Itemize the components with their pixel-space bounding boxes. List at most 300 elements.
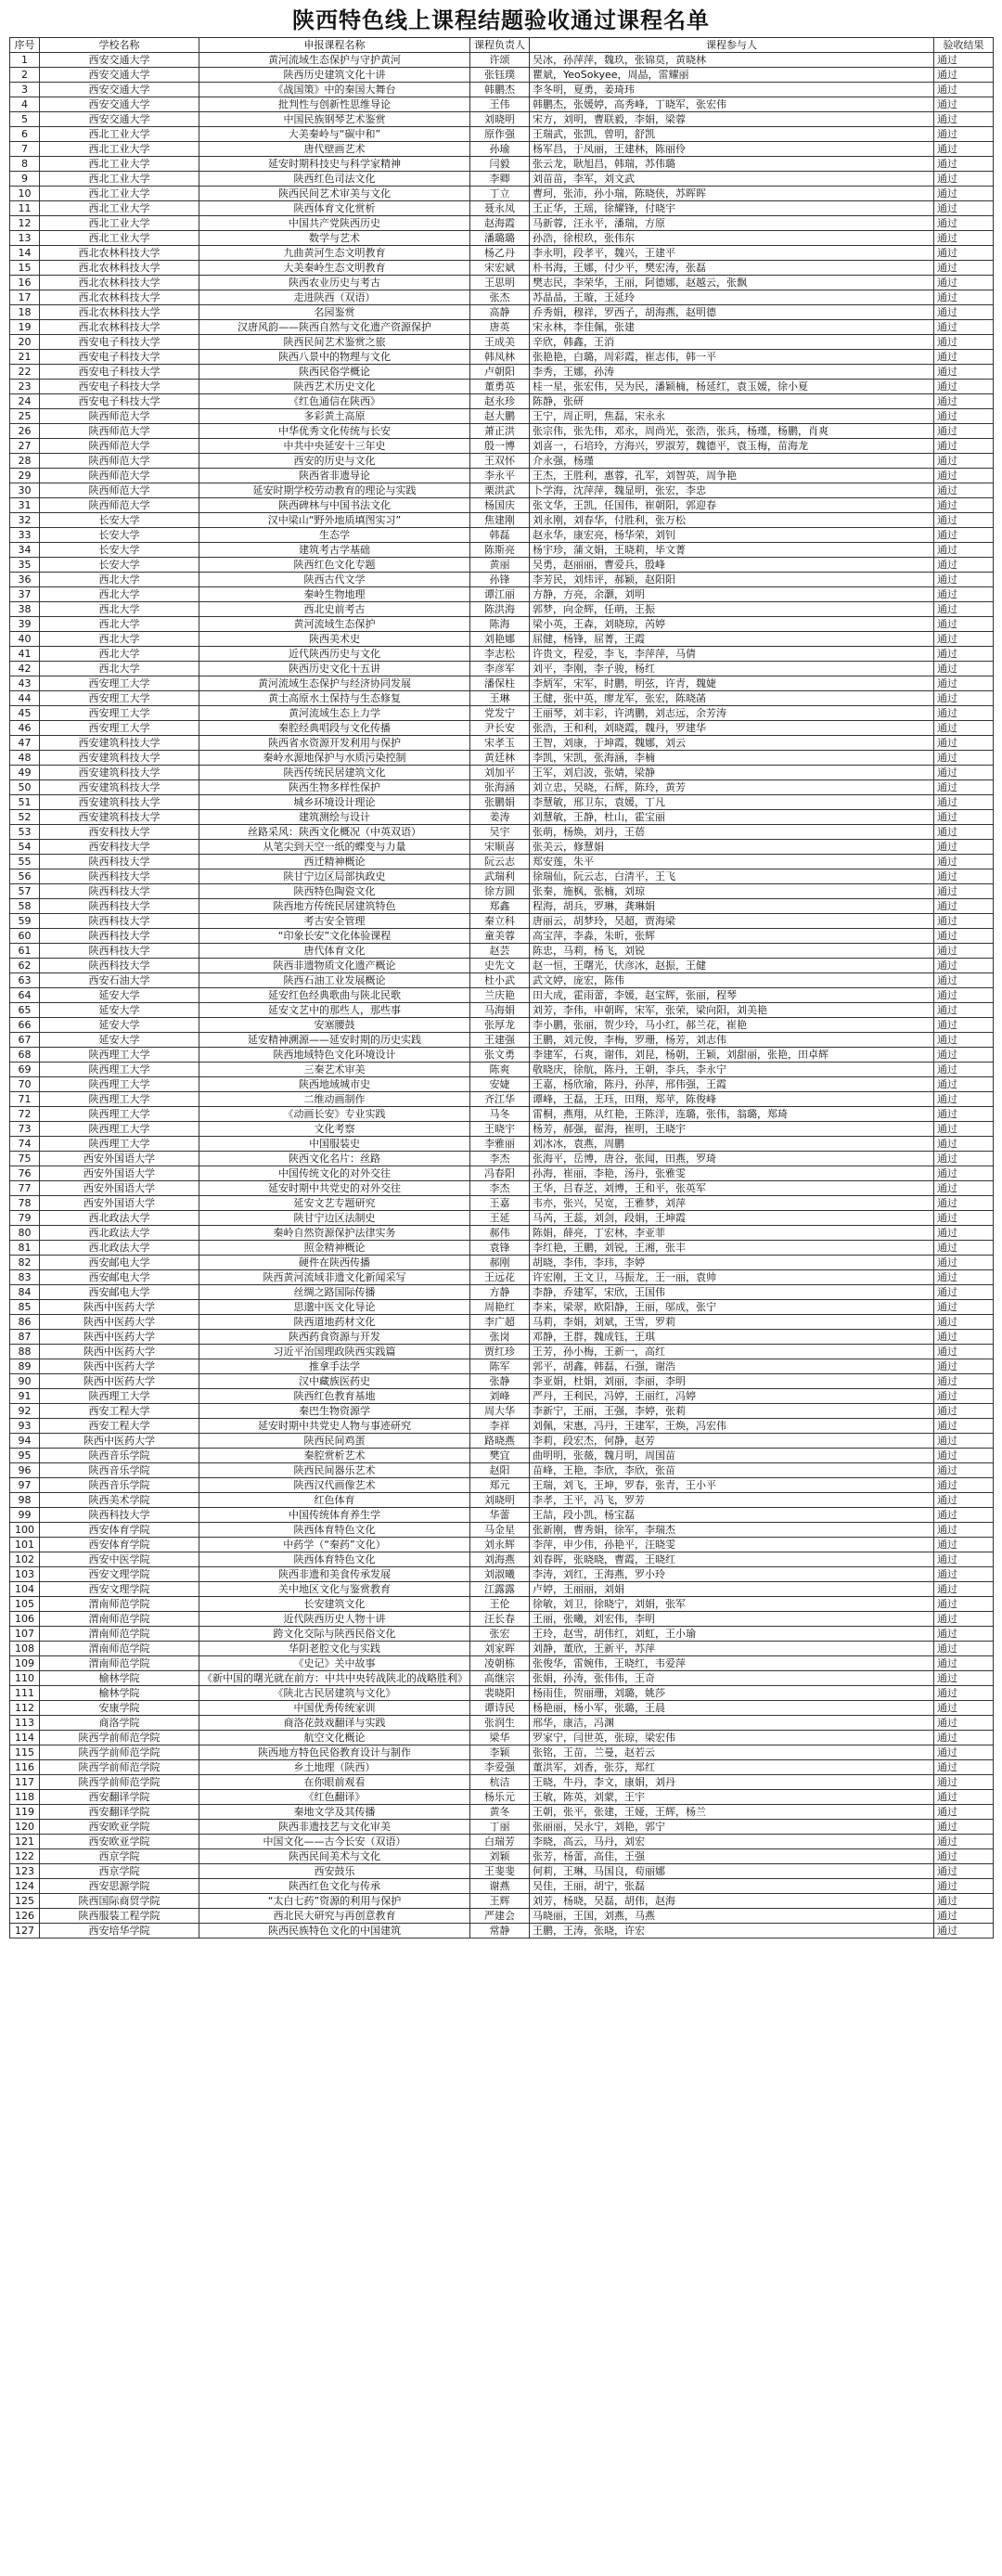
course-lead: 赵阳 (470, 1463, 530, 1478)
table-body (10, 53, 994, 1938)
row-index: 1 (10, 53, 40, 68)
row-index: 43 (10, 676, 40, 691)
course-members: 田大成，霍雨蕾，李媛，赵宝辉，张丽，程琴 (530, 988, 934, 1003)
review-result: 通过 (934, 1003, 994, 1018)
course-name: 考古安全管理 (199, 914, 470, 929)
school-name: 西北政法大学 (40, 1226, 199, 1241)
course-members: 王宁，周正明，焦磊，宋永永 (530, 409, 934, 424)
table-row (10, 1538, 994, 1552)
course-name: 黄河流域生态保护与经济协同发展 (199, 676, 470, 691)
course-members: 许宏刚，王文卫，马振龙，王一丽，袁帅 (530, 1270, 934, 1285)
school-name: 渭南师范学院 (40, 1597, 199, 1612)
review-result: 通过 (934, 1864, 994, 1879)
course-members: 李红艳，王鹏，刘锐，王湘，张丰 (530, 1241, 934, 1256)
row-index: 23 (10, 380, 40, 394)
table-row (10, 795, 994, 810)
row-index: 112 (10, 1701, 40, 1716)
row-index: 100 (10, 1523, 40, 1538)
course-members: 李芳民，刘炜评，郝颖，赵阳阳 (530, 573, 934, 587)
course-lead: 史先文 (470, 959, 530, 973)
table-row (10, 365, 994, 380)
header-status: 验收结果 (934, 38, 994, 53)
course-members: 杨雨佳，贺丽珊，刘璐，姚莎 (530, 1686, 934, 1701)
course-name: 《红色通信在陕西》 (199, 394, 470, 409)
course-lead: 江露露 (470, 1582, 530, 1597)
course-name: 陕西文化名片：丝路 (199, 1152, 470, 1166)
review-result: 通过 (934, 899, 994, 914)
course-lead: 陈爽 (470, 1063, 530, 1077)
review-result: 通过 (934, 929, 994, 944)
school-name: 陕西学前师范学院 (40, 1745, 199, 1760)
course-members: 韩鹏杰，张媛婷，高秀峰，丁晓军，张宏伟 (530, 97, 934, 112)
course-lead: 张文勇 (470, 1048, 530, 1063)
course-lead: 焦建刚 (470, 513, 530, 528)
school-name: 陕西师范大学 (40, 424, 199, 439)
row-index: 2 (10, 68, 40, 83)
course-members: 刘平，李刚，李子骏，杨红 (530, 662, 934, 676)
table-row (10, 1582, 994, 1597)
table-row (10, 335, 994, 350)
course-members: 何莉，王琳，马国良，苟丽娜 (530, 1864, 934, 1879)
course-members: 张浩，王和利，刘晓霞，魏丹，罗建华 (530, 721, 934, 736)
table-row (10, 1686, 994, 1701)
review-result: 通过 (934, 1879, 994, 1894)
review-result: 通过 (934, 780, 994, 795)
course-members: 李秀，王娜，孙涛 (530, 365, 934, 380)
review-result: 通过 (934, 573, 994, 587)
review-result: 通过 (934, 53, 994, 68)
review-result: 通过 (934, 751, 994, 766)
course-members: 王智，刘康，于坤霞，魏娜，刘云 (530, 736, 934, 751)
table-row (10, 439, 994, 454)
table-row (10, 617, 994, 632)
course-lead: 潘保柱 (470, 676, 530, 691)
row-index: 7 (10, 142, 40, 157)
table-row (10, 899, 994, 914)
course-members: 徐瑞仙，阮云志，白清平，王飞 (530, 869, 934, 884)
course-name: 陕西黄河流域非遗文化新闻采写 (199, 1270, 470, 1285)
course-name: 西北史前考古 (199, 602, 470, 617)
school-name: 陕西中医药大学 (40, 1345, 199, 1359)
course-name: 陕西红色文化专题 (199, 558, 470, 573)
table-row (10, 736, 994, 751)
course-lead: 童美蓉 (470, 929, 530, 944)
row-index: 88 (10, 1345, 40, 1359)
review-result: 通过 (934, 1374, 994, 1389)
school-name: 西北大学 (40, 617, 199, 632)
course-lead: 党发宁 (470, 706, 530, 721)
table-row (10, 662, 994, 676)
course-members: 刘芳，杨晓，吴磊，胡伟，赵海 (530, 1894, 934, 1909)
course-name: 二维动画制作 (199, 1092, 470, 1107)
school-name: 陕西师范大学 (40, 498, 199, 513)
review-result: 通过 (934, 1567, 994, 1582)
review-result: 通过 (934, 617, 994, 632)
school-name: 西安交通大学 (40, 112, 199, 127)
course-name: 乡土地理（陕西） (199, 1760, 470, 1775)
school-name: 长安大学 (40, 513, 199, 528)
course-name: 陕西民间艺术鉴赏之旅 (199, 335, 470, 350)
course-lead: 周艳红 (470, 1300, 530, 1315)
review-result: 通过 (934, 1285, 994, 1300)
table-row (10, 825, 994, 840)
course-name: 推拿手法学 (199, 1359, 470, 1374)
course-lead: 韩鹏杰 (470, 83, 530, 97)
row-index: 35 (10, 558, 40, 573)
table-row (10, 1434, 994, 1449)
row-index: 117 (10, 1775, 40, 1790)
school-name: 西北农林科技大学 (40, 290, 199, 305)
review-result: 通过 (934, 394, 994, 409)
school-name: 渭南师范学院 (40, 1627, 199, 1642)
row-index: 105 (10, 1597, 40, 1612)
school-name: 西北农林科技大学 (40, 320, 199, 335)
row-index: 12 (10, 216, 40, 231)
course-members: 李慧敏，邢卫东，袁媛，丁凡 (530, 795, 934, 810)
school-name: 西安理工大学 (40, 706, 199, 721)
course-name: 秦腔赏析艺术 (199, 1449, 470, 1463)
course-members: 刘静，董欣，王新平，苏萍 (530, 1642, 934, 1656)
row-index: 118 (10, 1790, 40, 1805)
course-members: 王杰，王胜利，惠蓉，孔军，刘智英，周争艳 (530, 469, 934, 483)
review-result: 通过 (934, 721, 994, 736)
course-name: 中国服装史 (199, 1137, 470, 1152)
review-result: 通过 (934, 365, 994, 380)
table-row (10, 290, 994, 305)
table-row (10, 647, 994, 662)
course-members: 刘喜一，石培玲，方海兴，罗淑芳，魏德平，袁玉梅，苗海龙 (530, 439, 934, 454)
school-name: 西安理工大学 (40, 721, 199, 736)
table-row (10, 1849, 994, 1864)
school-name: 西安工程大学 (40, 1419, 199, 1434)
school-name: 陕西学前师范学院 (40, 1775, 199, 1790)
row-index: 19 (10, 320, 40, 335)
course-name: 华阴老腔文化与实践 (199, 1642, 470, 1656)
course-lead: 王伦 (470, 1597, 530, 1612)
course-name: 跨文化交际与陕西民俗文化 (199, 1627, 470, 1642)
review-result: 通过 (934, 1137, 994, 1152)
review-result: 通过 (934, 1582, 994, 1597)
school-name: 西北农林科技大学 (40, 305, 199, 320)
course-members: 王正华，王瑶，徐耀锋，付晓宇 (530, 201, 934, 216)
course-members: 王丽，张曦，刘宏伟，李明 (530, 1612, 934, 1627)
course-lead: 董勇英 (470, 380, 530, 394)
review-result: 通过 (934, 1716, 994, 1731)
course-name: 陕西道地药材文化 (199, 1315, 470, 1330)
course-lead: 严建会 (470, 1909, 530, 1924)
course-members: 李小鹏，张丽，贺少玲，马小红，郝兰花，崔艳 (530, 1018, 934, 1033)
review-result: 通过 (934, 988, 994, 1003)
course-name: 陕西地方特色民俗教育设计与制作 (199, 1745, 470, 1760)
row-index: 63 (10, 973, 40, 988)
review-result: 通过 (934, 83, 994, 97)
course-lead: 高继宗 (470, 1671, 530, 1686)
course-members: 武文婷，庞宏，陈伟 (530, 973, 934, 988)
school-name: 西安外国语大学 (40, 1166, 199, 1181)
course-name: 陕西美术史 (199, 632, 470, 647)
course-lead: 王嘉 (470, 1196, 530, 1211)
school-name: 西安科技大学 (40, 825, 199, 840)
school-name: 西安外国语大学 (40, 1181, 199, 1196)
course-name: 秦岭生物地理 (199, 587, 470, 602)
review-result: 通过 (934, 602, 994, 617)
school-name: 西安电子科技大学 (40, 365, 199, 380)
course-members: 方静，方亮，余灏，刘明 (530, 587, 934, 602)
school-name: 西安邮电大学 (40, 1285, 199, 1300)
row-index: 42 (10, 662, 40, 676)
course-members: 谭峰，王磊，王珏，田翔，郑苹，陈俊峰 (530, 1092, 934, 1107)
table-row (10, 1864, 994, 1879)
course-name: 在你眼前观看 (199, 1775, 470, 1790)
row-index: 58 (10, 899, 40, 914)
table-row (10, 855, 994, 869)
course-name: 陕西药食资源与开发 (199, 1330, 470, 1345)
review-result: 通过 (934, 528, 994, 543)
course-members: 李来，梁翠，欧阳静，王丽，邬成，张宁 (530, 1300, 934, 1315)
table-row (10, 394, 994, 409)
row-index: 82 (10, 1256, 40, 1270)
school-name: 陕西服装工程学院 (40, 1909, 199, 1924)
school-name: 西安理工大学 (40, 676, 199, 691)
row-index: 10 (10, 187, 40, 201)
row-index: 76 (10, 1166, 40, 1181)
course-lead: 张鹏娟 (470, 795, 530, 810)
school-name: 陕西学前师范学院 (40, 1731, 199, 1745)
course-members: 郭梦，向金辉，任萌，王振 (530, 602, 934, 617)
row-index: 85 (10, 1300, 40, 1315)
course-lead: 宋孝玉 (470, 736, 530, 751)
course-name: 中国共产党陕西历史 (199, 216, 470, 231)
course-members: 张新刚，曹秀娟，徐军，李瑞杰 (530, 1523, 934, 1538)
course-name: 中国传统体育养生学 (199, 1508, 470, 1523)
table-row (10, 68, 994, 83)
row-index: 97 (10, 1478, 40, 1493)
row-index: 25 (10, 409, 40, 424)
review-result: 通过 (934, 320, 994, 335)
row-index: 55 (10, 855, 40, 869)
row-index: 113 (10, 1716, 40, 1731)
row-index: 77 (10, 1181, 40, 1196)
school-name: 西北政法大学 (40, 1241, 199, 1256)
table-row (10, 914, 994, 929)
table-row (10, 706, 994, 721)
row-index: 21 (10, 350, 40, 365)
review-result: 通过 (934, 1508, 994, 1523)
review-result: 通过 (934, 1745, 994, 1760)
table-row (10, 1701, 994, 1716)
school-name: 陕西理工大学 (40, 1389, 199, 1404)
school-name: 陕西师范大学 (40, 483, 199, 498)
school-name: 西北工业大学 (40, 157, 199, 172)
school-name: 西安工程大学 (40, 1404, 199, 1419)
review-result: 通过 (934, 825, 994, 840)
course-lead: 赵大鹏 (470, 409, 530, 424)
school-name: 陕西理工大学 (40, 1137, 199, 1152)
row-index: 71 (10, 1092, 40, 1107)
course-members: 杨军昌，于凤丽，王建林，陈丽伶 (530, 142, 934, 157)
course-lead: 王双怀 (470, 454, 530, 469)
course-lead: 王成美 (470, 335, 530, 350)
course-name: 秦地文学及其传播 (199, 1805, 470, 1820)
table-row (10, 1048, 994, 1063)
school-name: 榆林学院 (40, 1686, 199, 1701)
course-lead: 刘家晖 (470, 1642, 530, 1656)
course-name: 西安鼓乐 (199, 1864, 470, 1879)
school-name: 西安体育学院 (40, 1538, 199, 1552)
row-index: 94 (10, 1434, 40, 1449)
course-lead: 张杰 (470, 290, 530, 305)
review-result: 通过 (934, 216, 994, 231)
course-name: 航空文化概论 (199, 1731, 470, 1745)
review-result: 通过 (934, 855, 994, 869)
row-index: 124 (10, 1879, 40, 1894)
course-members: 王瑞武，张凯，曾明，舒凯 (530, 127, 934, 142)
course-members: 张娟，孙涛，张伟伟，王奇 (530, 1671, 934, 1686)
course-lead: 郑元 (470, 1478, 530, 1493)
course-members: 张宗伟，张先伟，邓永，周尚光，张浩，张兵，杨瑾，杨鹏，肖爽 (530, 424, 934, 439)
course-members: 陈静，张研 (530, 394, 934, 409)
course-lead: 梁华 (470, 1731, 530, 1745)
course-name: 《红色翻译》 (199, 1790, 470, 1805)
row-index: 93 (10, 1419, 40, 1434)
row-index: 91 (10, 1389, 40, 1404)
row-index: 89 (10, 1359, 40, 1374)
table-row (10, 1745, 994, 1760)
table-row (10, 869, 994, 884)
course-lead: 郝刚 (470, 1256, 530, 1270)
school-name: 长安大学 (40, 543, 199, 558)
course-lead: 杭洁 (470, 1775, 530, 1790)
table-row (10, 1463, 994, 1478)
course-name: 黄河流域生态保护与守护黄河 (199, 53, 470, 68)
course-members: 李莉，段宏杰，何静，赵芳 (530, 1434, 934, 1449)
school-name: 西安邮电大学 (40, 1270, 199, 1285)
school-name: 陕西音乐学院 (40, 1463, 199, 1478)
school-name: 西安电子科技大学 (40, 350, 199, 365)
table-row (10, 1627, 994, 1642)
school-name: 西京学院 (40, 1849, 199, 1864)
course-name: 走进陕西（双语） (199, 290, 470, 305)
course-members: 罗家宁，闫世英，张琼，梁宏伟 (530, 1731, 934, 1745)
course-lead: 马金星 (470, 1523, 530, 1538)
school-name: 西安电子科技大学 (40, 394, 199, 409)
row-index: 54 (10, 840, 40, 855)
school-name: 安康学院 (40, 1701, 199, 1716)
school-name: 陕西理工大学 (40, 1048, 199, 1063)
school-name: 商洛学院 (40, 1716, 199, 1731)
review-result: 通过 (934, 1894, 994, 1909)
table-row (10, 1359, 994, 1374)
course-lead: 李志松 (470, 647, 530, 662)
course-name: 延安红色经典歌曲与陕北民歌 (199, 988, 470, 1003)
course-lead: 袁锋 (470, 1241, 530, 1256)
row-index: 99 (10, 1508, 40, 1523)
course-members: 张美云，修慧娟 (530, 840, 934, 855)
course-name: 陕西地域特色文化环境设计 (199, 1048, 470, 1063)
course-lead: 刘淑曦 (470, 1567, 530, 1582)
school-name: 榆林学院 (40, 1671, 199, 1686)
course-members: 李涛，刘红，王海燕，罗小玲 (530, 1567, 934, 1582)
school-name: 陕西理工大学 (40, 1077, 199, 1092)
course-name: 硬件在陕西传播 (199, 1256, 470, 1270)
table-row (10, 1449, 994, 1463)
review-result: 通过 (934, 676, 994, 691)
course-name: 陕甘宁边区局部执政史 (199, 869, 470, 884)
course-name: 延安时期中共党史人物与事迹研究 (199, 1419, 470, 1434)
school-name: 陕西科技大学 (40, 929, 199, 944)
review-result: 通过 (934, 409, 994, 424)
course-members: 张云龙，耿旭昌，韩瑞，苏伟璐 (530, 157, 934, 172)
table-row (10, 157, 994, 172)
review-result: 通过 (934, 1597, 994, 1612)
table-row (10, 112, 994, 127)
course-name: 关中地区文化与鉴赏教育 (199, 1582, 470, 1597)
row-index: 116 (10, 1760, 40, 1775)
table-row (10, 350, 994, 365)
course-lead: 赵永珍 (470, 394, 530, 409)
review-result: 通过 (934, 201, 994, 216)
row-index: 39 (10, 617, 40, 632)
course-lead: 原作强 (470, 127, 530, 142)
course-lead: 韩磊 (470, 528, 530, 543)
header-school: 学校名称 (40, 38, 199, 53)
course-lead: 李爱强 (470, 1760, 530, 1775)
course-members: 刘冰冰，袁燕，周鹏 (530, 1137, 934, 1152)
row-index: 68 (10, 1048, 40, 1063)
course-lead: 栗洪武 (470, 483, 530, 498)
school-name: 西北工业大学 (40, 127, 199, 142)
table-row (10, 528, 994, 543)
course-name: 陕西历史建筑文化十讲 (199, 68, 470, 83)
school-name: 西安建筑科技大学 (40, 751, 199, 766)
course-lead: 陈海 (470, 617, 530, 632)
table-row (10, 1760, 994, 1775)
school-name: 陕西师范大学 (40, 454, 199, 469)
table-row (10, 1003, 994, 1018)
table-row (10, 1256, 994, 1270)
school-name: 西北农林科技大学 (40, 261, 199, 276)
review-result: 通过 (934, 1152, 994, 1166)
row-index: 75 (10, 1152, 40, 1166)
row-index: 3 (10, 83, 40, 97)
review-result: 通过 (934, 1686, 994, 1701)
row-index: 80 (10, 1226, 40, 1241)
review-result: 通过 (934, 231, 994, 246)
table-row (10, 751, 994, 766)
school-name: 西北工业大学 (40, 187, 199, 201)
row-index: 40 (10, 632, 40, 647)
row-index: 41 (10, 647, 40, 662)
course-members: 王玲，赵雪，胡伟红，刘虹，王小瑜 (530, 1627, 934, 1642)
row-index: 6 (10, 127, 40, 142)
course-lead: 黄廷林 (470, 751, 530, 766)
row-index: 73 (10, 1122, 40, 1137)
document-title: 陕西特色线上课程结题验收通过课程名单 (292, 7, 710, 33)
school-name: 渭南师范学院 (40, 1642, 199, 1656)
course-lead: 王伟 (470, 97, 530, 112)
course-name: 延安时期学校劳动教育的理论与实践 (199, 483, 470, 498)
course-lead: 刘晓明 (470, 1493, 530, 1508)
course-lead: 丁立 (470, 187, 530, 201)
course-lead: 谢燕 (470, 1879, 530, 1894)
course-lead: 潘璐璐 (470, 231, 530, 246)
review-result: 通过 (934, 944, 994, 959)
course-members: 唐丽云，胡梦玲，吴超，贾海梁 (530, 914, 934, 929)
table-row (10, 216, 994, 231)
course-lead: 王思明 (470, 276, 530, 290)
course-members: 李静，乔建军，宋欣，王国伟 (530, 1285, 934, 1300)
course-lead: 张海涵 (470, 780, 530, 795)
